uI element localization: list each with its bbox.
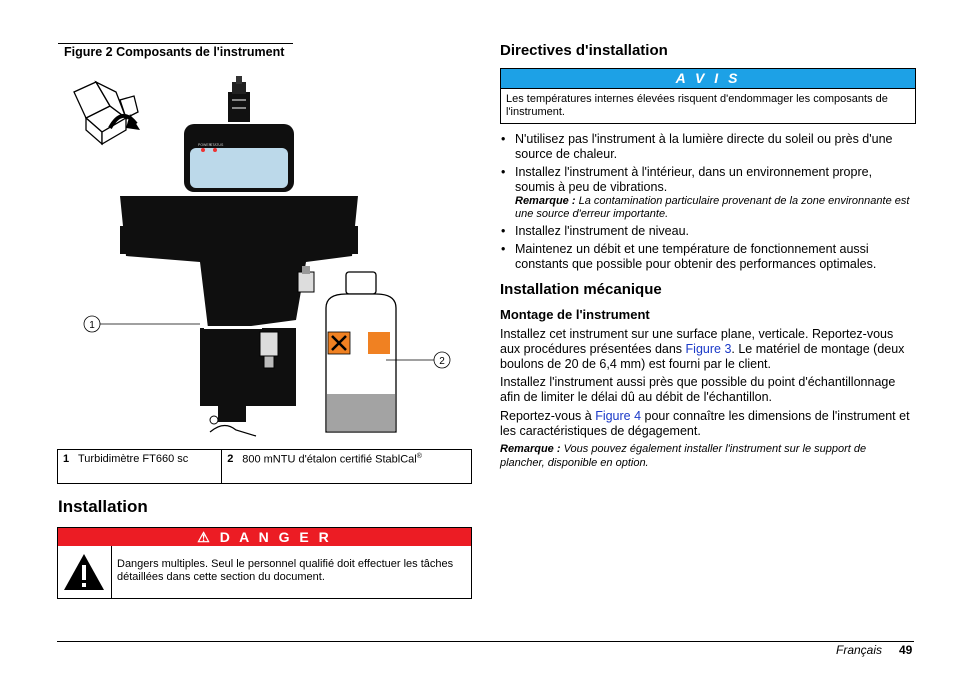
footer-language: Français [836,643,883,657]
box-icon [74,82,138,144]
directives-list [500,132,910,275]
list-item: • Installez l'instrument de niveau. [500,224,910,239]
callout-2: 2 [439,356,445,367]
figure-legend-table [57,449,472,484]
section-heading-mecanique: Installation mécanique [500,281,662,298]
figure-title-rule [58,43,293,44]
callout-1: 1 [89,320,95,331]
legend-text: Turbidimètre FT660 sc [73,450,222,484]
orange-label [368,332,390,354]
danger-text: Dangers multiples. Seul le personnel qualifié doit effectuer les tâches détaillées dans cette section du document. [117,558,454,583]
footer-rule [57,641,914,642]
list-item: • Installez l'instrument à l'intérieur, dans un environnement propre, soumis à peu de vibrations. Remarque : La contamination particulaire provenant de la zone environnante est une source d'erreur importante. [500,165,910,221]
figure-4-link[interactable]: Figure 4 [595,409,642,423]
avis-text: Les températures internes élevées risquent d'endommager les composants de l'instrument. [506,93,888,118]
danger-header: ⚠ D A N G E R [58,528,471,546]
paragraph: Installez cet instrument sur une surface plane, verticale. Reportez-vous aux procédures présentées dans Figure 3. Le matériel de montage (deux boulons de 20 de 6,4 mm) est fourni par le client. [500,327,905,371]
danger-exclamation-icon [58,546,110,598]
list-item: • N'utilisez pas l'instrument à la lumière directe du soleil ou près d'une source de chaleur. [500,132,910,162]
warning-triangle-icon: ⚠ [197,529,213,545]
remark-note: Remarque : Vous pouvez également installer l'instrument sur le support de plancher, disponible en option. [500,443,867,469]
instrument-illustration [60,70,472,442]
avis-notice [500,68,916,124]
legend-text: 800 mNTU d'étalon certifié StablCal® [237,450,471,484]
section-heading-installation: Installation [58,497,148,516]
power-indicator-label: POWER [198,143,212,147]
figure-3-link[interactable]: Figure 3 [685,342,732,356]
legend-num: 1 [58,450,74,484]
paragraph: Reportez-vous à Figure 4 pour connaître les dimensions de l'instrument et les caractéristiques de dégagement. [500,409,910,438]
danger-notice [57,527,472,599]
status-indicator-label: STATUS [210,143,224,147]
avis-header: A V I S [501,69,915,89]
paragraph: Installez l'instrument aussi près que possible du point d'échantillonnage afin de limiter le délai dû au débit de l'échantillon. [500,375,896,404]
page-number: 49 [899,643,913,657]
list-item: • Maintenez un débit et une température de fonctionnement aussi constants que possible pour obtenir des performances optimales. [500,242,910,272]
legend-num: 2 [222,450,238,484]
figure-title: Figure 2 Composants de l'instrument [64,45,285,59]
section-heading-directives: Directives d'installation [500,42,668,59]
remark-note: Remarque : La contamination particulaire provenant de la zone environnante est une source d'erreur importante. [515,195,910,220]
subheading-montage: Montage de l'instrument [500,307,650,322]
